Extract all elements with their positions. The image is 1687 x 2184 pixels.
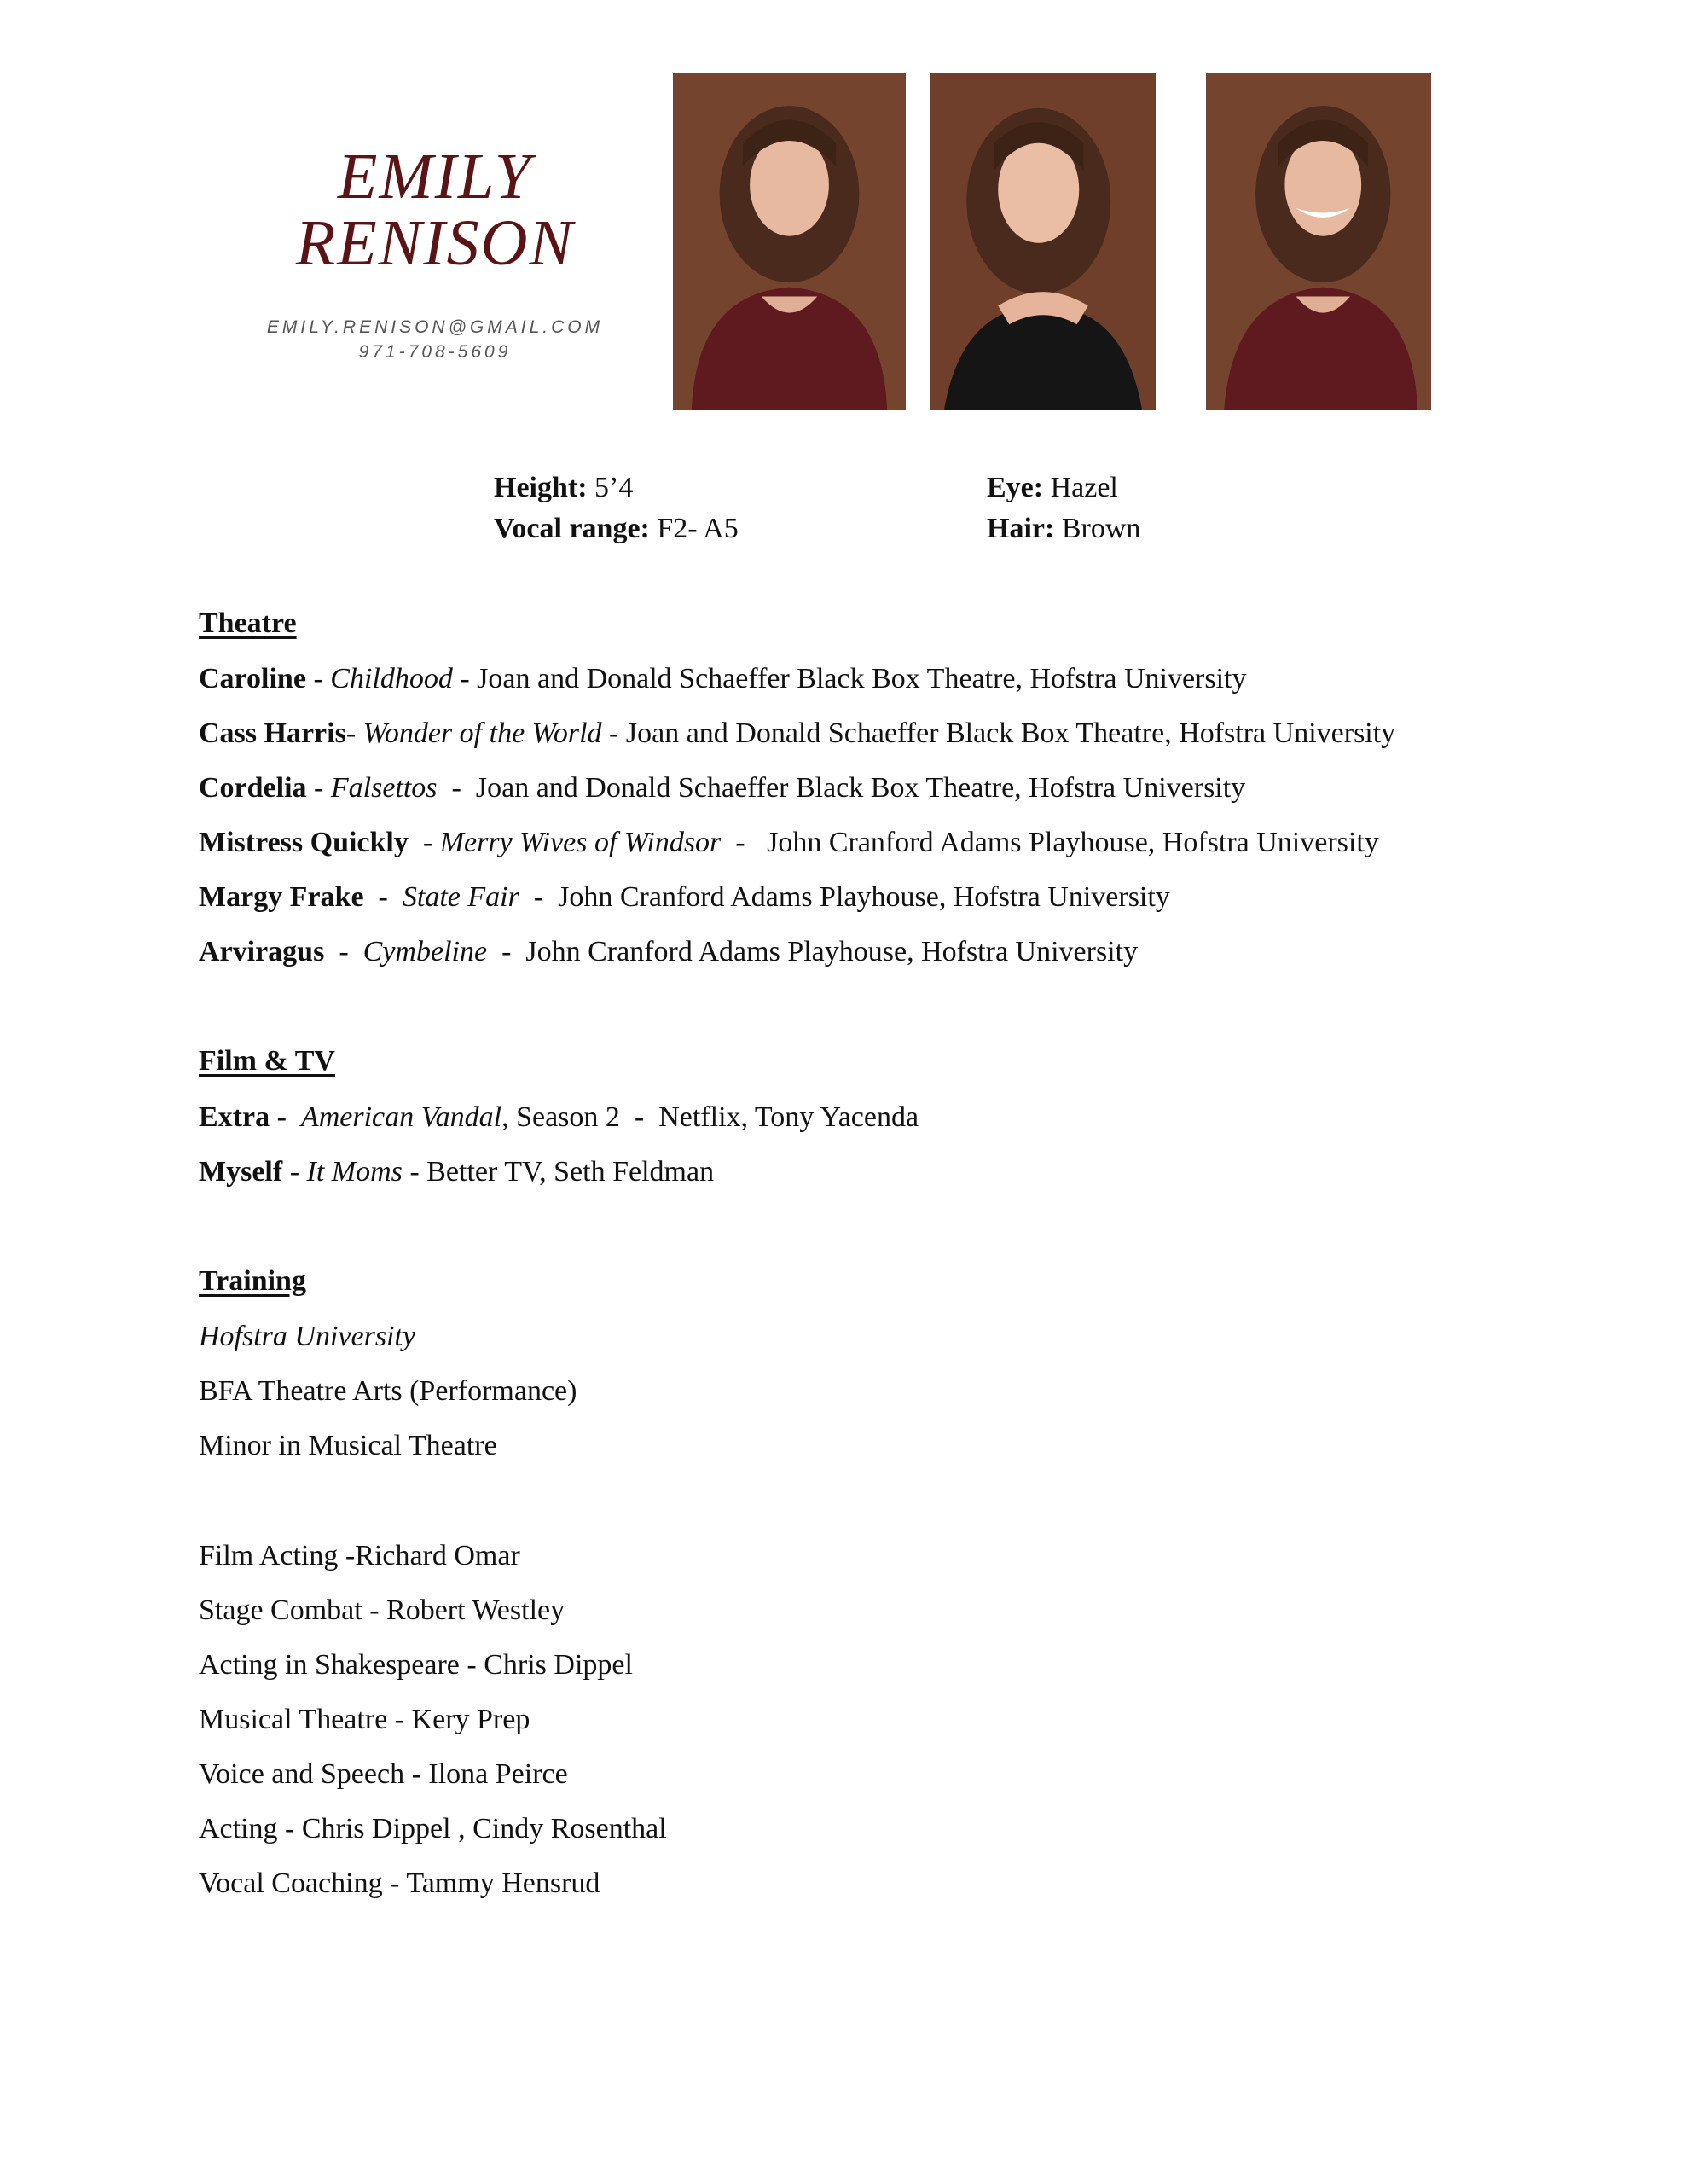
- credit-role: Arviragus: [199, 936, 325, 967]
- credit-separator: -: [721, 827, 768, 858]
- training-heading: Training: [199, 1265, 306, 1297]
- vocal-range-stat: [494, 512, 739, 546]
- last-name: RENISON: [295, 207, 575, 279]
- eye-stat: [987, 471, 1118, 505]
- hair-label: Hair:: [987, 513, 1055, 544]
- film-credit: [199, 1155, 714, 1189]
- credit-title: American Vandal: [300, 1101, 502, 1133]
- theatre-heading: Theatre: [199, 607, 297, 639]
- credit-title: Wonder of the World: [362, 717, 602, 749]
- credit-role: Margy Frake: [199, 881, 364, 913]
- credit-separator: -: [408, 827, 440, 858]
- headshot-photo-2: [930, 73, 1156, 410]
- credit-title: It Moms: [306, 1156, 403, 1188]
- credit-separator: -: [452, 663, 478, 694]
- theatre-credit: [199, 880, 1170, 915]
- training-minor: Minor in Musical Theatre: [199, 1430, 497, 1461]
- vocal-range-value: F2- A5: [649, 513, 739, 544]
- credit-separator: -: [324, 936, 363, 967]
- credit-venue: John Cranford Adams Playhouse, Hofstra University: [525, 936, 1139, 967]
- height-stat: [494, 471, 633, 505]
- training-degree: BFA Theatre Arts (Performance): [199, 1375, 577, 1407]
- headshot-photo-1: [673, 73, 906, 410]
- theatre-credit: [199, 717, 1395, 751]
- credit-title: Childhood: [330, 663, 453, 694]
- credit-venue: Netflix, Tony Yacenda: [658, 1101, 919, 1133]
- credit-role: Extra: [199, 1101, 270, 1133]
- credit-title: Merry Wives of Windsor: [439, 827, 722, 858]
- film-tv-heading: Film & TV: [199, 1045, 335, 1077]
- theatre-credit: [199, 771, 1245, 805]
- credit-separator: -: [437, 772, 476, 804]
- height-label: Height:: [494, 472, 588, 503]
- credit-role: Cass Harris: [199, 717, 346, 749]
- theatre-credit: [199, 662, 1246, 696]
- hair-value: Brown: [1054, 513, 1141, 544]
- theatre-credit: [199, 935, 1138, 969]
- credit-title: State Fair: [402, 881, 519, 913]
- training-class: Musical Theatre - Kery Prep: [199, 1704, 530, 1735]
- hair-stat: [987, 512, 1140, 546]
- first-name: EMILY: [337, 141, 533, 212]
- credit-separator: -: [282, 1156, 307, 1188]
- credit-separator: -: [402, 1156, 427, 1188]
- credit-separator: -: [305, 663, 331, 694]
- credit-role: Myself: [199, 1156, 283, 1188]
- credit-separator: -: [345, 717, 363, 749]
- training-class: Vocal Coaching - Tammy Hensrud: [199, 1867, 600, 1899]
- film-credit: [199, 1101, 919, 1135]
- credit-role: Caroline: [199, 663, 306, 694]
- credit-role: Cordelia: [199, 772, 307, 804]
- credit-venue: Joan and Donald Schaeffer Black Box Theatre, Hofstra University: [625, 717, 1396, 749]
- credit-role: Mistress Quickly: [199, 827, 409, 858]
- credit-separator: -: [270, 1101, 301, 1133]
- credit-separator: -: [519, 881, 559, 913]
- eye-label: Eye:: [987, 472, 1044, 503]
- credit-title: Falsettos: [330, 772, 438, 804]
- credit-venue: Better TV, Seth Feldman: [426, 1156, 715, 1188]
- credit-separator: -: [487, 936, 526, 967]
- credit-venue: Joan and Donald Schaeffer Black Box Theatre, Hofstra University: [477, 663, 1247, 694]
- phone-text: 971-708-5609: [358, 342, 512, 362]
- height-value: 5’4: [587, 472, 634, 503]
- training-class: Film Acting -Richard Omar: [199, 1540, 520, 1571]
- actor-name: [256, 141, 614, 279]
- theatre-credit: [199, 826, 1379, 860]
- training-school: [199, 1320, 415, 1354]
- training-class: Stage Combat - Robert Westley: [199, 1594, 565, 1626]
- credit-venue: John Cranford Adams Playhouse, Hofstra University: [558, 881, 1170, 913]
- eye-value: Hazel: [1043, 472, 1118, 503]
- credit-separator: , Season 2 -: [501, 1101, 659, 1133]
- school-name: Hofstra University: [199, 1321, 416, 1352]
- headshot-photo-3: [1206, 73, 1431, 410]
- credit-separator: -: [601, 717, 626, 749]
- credit-venue: Joan and Donald Schaeffer Black Box Theatre, Hofstra University: [475, 772, 1246, 804]
- credit-title: Cymbeline: [362, 936, 488, 967]
- credit-separator: -: [363, 881, 403, 913]
- training-class: Acting in Shakespeare - Chris Dippel: [199, 1649, 633, 1681]
- training-class: Acting - Chris Dippel , Cindy Rosenthal: [199, 1813, 667, 1844]
- email-text: EMILY.RENISON@GMAIL.COM: [266, 317, 604, 337]
- vocal-range-label: Vocal range:: [494, 513, 650, 544]
- credit-separator: -: [306, 772, 331, 804]
- training-class: Voice and Speech - Ilona Peirce: [199, 1758, 568, 1790]
- credit-venue: John Cranford Adams Playhouse, Hofstra University: [767, 827, 1379, 858]
